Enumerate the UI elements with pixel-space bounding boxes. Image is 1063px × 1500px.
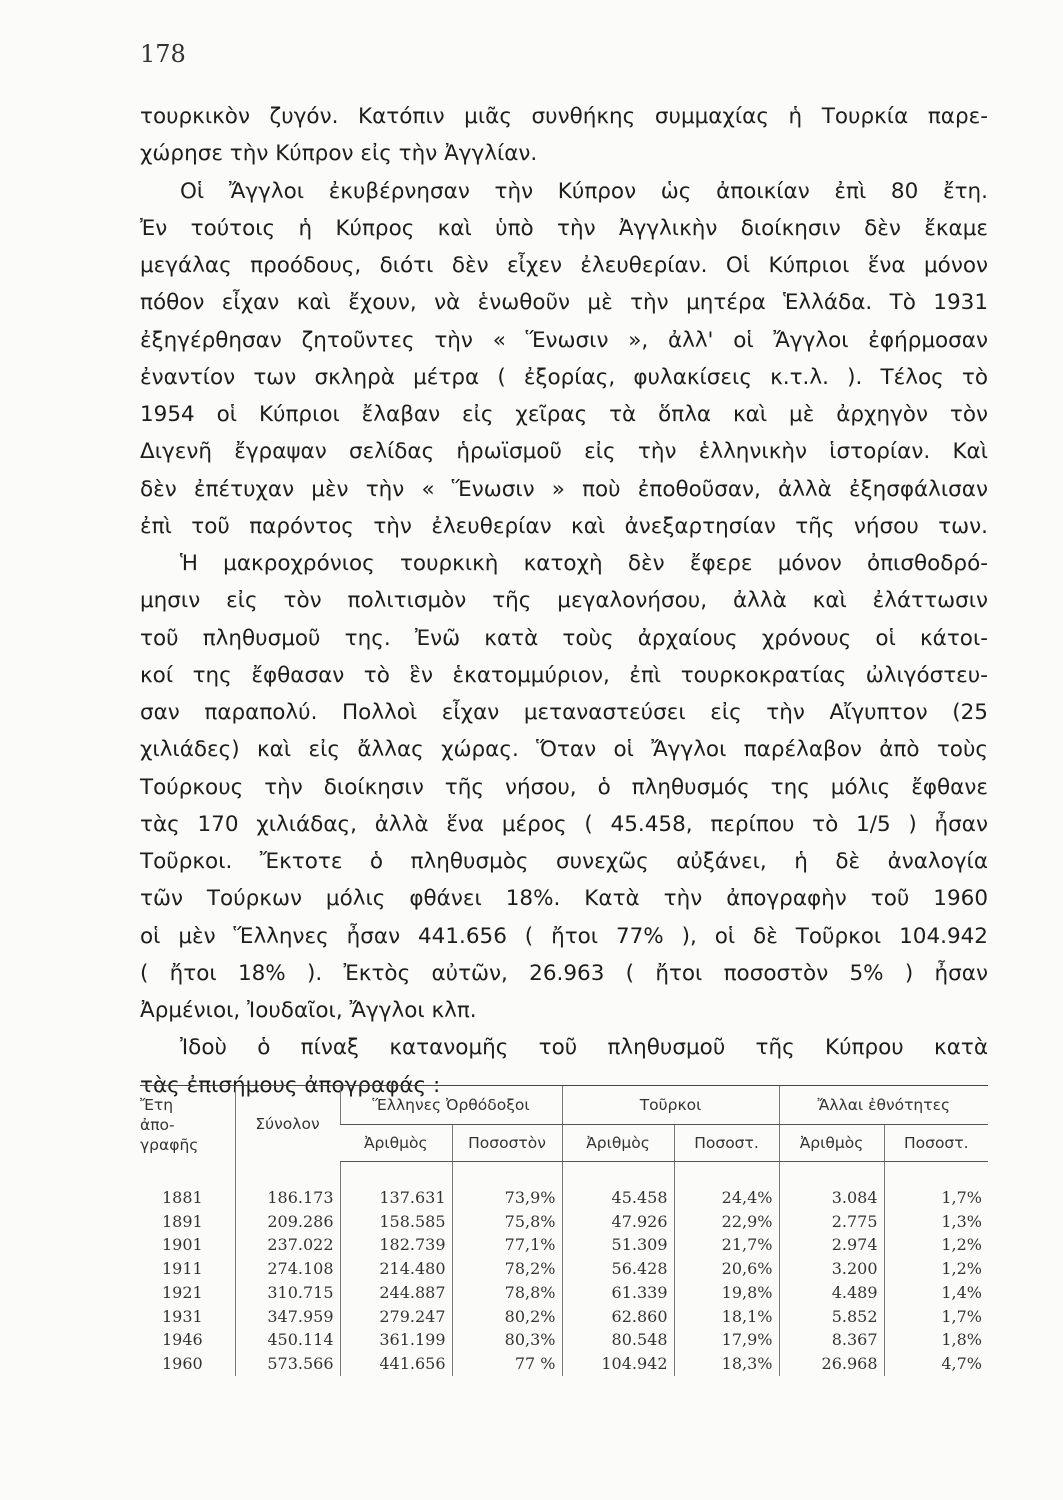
cell-others-pct: 1,3% [884, 1210, 988, 1234]
cell-others-pct: 4,7% [884, 1352, 988, 1376]
cell-turks-pct: 24,4% [674, 1186, 779, 1210]
cell-total: 450.114 [235, 1328, 340, 1352]
cell-year: 1881 [162, 1188, 203, 1207]
cell-year: 1911 [162, 1259, 203, 1279]
table-row [140, 1305, 988, 1329]
text-line: Ἐν τούτοις ἡ Κύπρος καὶ ὑπὸ τὴν Ἀγγλικὴν διοίκησιν δὲν ἔκαμε [140, 215, 988, 241]
cell-greeks-count: 158.585 [340, 1210, 452, 1234]
cell-greeks-count: 361.199 [340, 1328, 452, 1352]
cell-total: 347.959 [235, 1305, 340, 1329]
turks-group-header: Τοῦρκοι [562, 1086, 779, 1125]
cell-others-count: 5.852 [779, 1305, 884, 1329]
cell-others-pct: 1,2% [884, 1257, 988, 1281]
cell-total: 573.566 [235, 1352, 340, 1376]
cell-greeks-pct: 78,8% [452, 1281, 562, 1305]
cell-turks-count: 45.458 [562, 1186, 674, 1210]
text-line: τὰς 170 χιλιάδας, ἀλλὰ ἕνα μέρος ( 45.458, περίπου τὸ 1/5 ) ἦσαν [140, 811, 988, 837]
cell-turks-pct: 20,6% [674, 1257, 779, 1281]
text-line: ἐξηγέρθησαν ζητοῦντες τὴν « Ἕνωσιν », ἀλλ' οἱ Ἄγγλοι ἐφήρμοσαν [140, 327, 988, 353]
cell-year: 1931 [162, 1306, 203, 1326]
text-line: 1954 οἱ Κύπριοι ἔλαβαν εἰς χεῖρας τὰ ὅπλα καὶ μὲ ἀρχηγὸν τὸν [140, 402, 988, 427]
cell-greeks-count: 279.247 [340, 1305, 452, 1329]
text-line: πόθον εἶχαν καὶ ἔχουν, νὰ ἑνωθοῦν μὲ τὴν μητέρα Ἑλλάδα. Τὸ 1931 [140, 290, 988, 316]
text-line: ( ἤτοι 18% ). Ἐκτὸς αὐτῶν, 26.963 ( ἤτοι ποσοστὸν 5% ) ἦσαν [140, 960, 988, 986]
text-line: μεγάλας προόδους, διότι δὲν εἶχεν ἐλευθερίαν. Οἱ Κύπριοι ἕνα μόνον [140, 253, 988, 278]
cell-turks-count: 62.860 [562, 1305, 674, 1329]
cell-others-count: 3.200 [779, 1257, 884, 1281]
cell-others-pct: 1,4% [884, 1281, 988, 1305]
table-row [140, 1186, 988, 1210]
cell-others-pct: 1,7% [884, 1186, 988, 1210]
cell-turks-pct: 19,8% [674, 1281, 779, 1305]
cell-turks-pct: 17,9% [674, 1328, 779, 1352]
cell-greeks-pct: 80,2% [452, 1305, 562, 1329]
cell-others-pct: 1,7% [884, 1305, 988, 1329]
cell-turks-pct: 21,7% [674, 1233, 779, 1257]
cell-total: 209.286 [235, 1210, 340, 1234]
cell-turks-count: 80.548 [562, 1328, 674, 1352]
text-line: Ἰδοὺ ὁ πίναξ κατανομῆς τοῦ πληθυσμοῦ τῆς Κύπρου κατὰ [180, 1035, 988, 1061]
others-group-header: Ἄλλαι ἐθνότητες [779, 1086, 988, 1125]
cell-greeks-count: 137.631 [340, 1186, 452, 1210]
text-line: τουρκικὸν ζυγόν. Κατόπιν μιᾶς συνθήκης συμμαχίας ἡ Τουρκία παρε- [140, 104, 988, 129]
text-line: ἐπὶ τοῦ παρόντος τὴν ἐλευθερίαν καὶ ἀνεξαρτησίαν τῆς νήσου των. [140, 513, 988, 539]
cell-turks-count: 47.926 [562, 1210, 674, 1234]
sub-header: Ἀριθμὸς [562, 1125, 674, 1162]
sub-header: Ἀριθμὸς [779, 1125, 884, 1162]
cell-greeks-pct: 73,9% [452, 1186, 562, 1210]
cell-greeks-pct: 78,2% [452, 1257, 562, 1281]
text-line: Τούρκους τὴν διοίκησιν τῆς νήσου, ὁ πληθυσμός της μόλις ἔφθανε [140, 774, 988, 800]
cell-greeks-pct: 77 % [452, 1352, 562, 1376]
cell-turks-count: 61.339 [562, 1281, 674, 1305]
cell-turks-pct: 18,3% [674, 1352, 779, 1376]
text-line: χιλιάδες) καὶ εἰς ἄλλας χώρας. Ὅταν οἱ Ἄγγλοι παρέλαβον ἀπὸ τοὺς [140, 737, 988, 763]
table-row [140, 1281, 988, 1305]
text-line: χώρησε τὴν Κύπρον εἰς τὴν Ἀγγλίαν. [140, 141, 538, 167]
cell-greeks-pct: 75,8% [452, 1210, 562, 1234]
year-header-line: ἀπο- [140, 1115, 175, 1134]
table-row [140, 1328, 988, 1352]
cell-greeks-count: 244.887 [340, 1281, 452, 1305]
year-header-line: Ἔτη [140, 1095, 174, 1114]
text-line: σαν παραπολύ. Πολλοὶ εἶχαν μεταναστεύσει εἰς τὴν Αἴγυπτον (25 [140, 700, 988, 725]
table-row [140, 1233, 988, 1257]
total-column-header: Σύνολον [235, 1086, 340, 1162]
cell-others-count: 2.974 [779, 1233, 884, 1257]
cell-greeks-pct: 77,1% [452, 1233, 562, 1257]
cell-greeks-count: 214.480 [340, 1257, 452, 1281]
table-row [140, 1352, 988, 1376]
cell-others-count: 4.489 [779, 1281, 884, 1305]
table-row [140, 1210, 988, 1234]
text-line: τὰς ἐπισήμους ἀπογραφάς : [140, 1072, 441, 1098]
year-column-header [140, 1086, 235, 1162]
cell-turks-count: 56.428 [562, 1257, 674, 1281]
text-line: κοί της ἔφθασαν τὸ ἓν ἑκατομμύριον, ἐπὶ τουρκοκρατίας ὠλιγόστευ- [140, 662, 988, 688]
sub-header: Ποσοστ. [674, 1125, 779, 1162]
text-line: Ἡ μακροχρόνιος τουρκικὴ κατοχὴ δὲν ἔφερε μόνον ὀπισθοδρό- [180, 551, 988, 576]
cell-greeks-count: 182.739 [340, 1233, 452, 1257]
cell-year: 1921 [162, 1282, 203, 1302]
page-number: 178 [140, 40, 186, 68]
year-header-line: γραφῆς [140, 1135, 199, 1154]
cell-year: 1960 [162, 1353, 203, 1373]
text-line: τοῦ πληθυσμοῦ της. Ἐνῶ κατὰ τοὺς ἀρχαίους χρόνους οἱ κάτοι- [140, 625, 988, 651]
cell-turks-count: 51.309 [562, 1233, 674, 1257]
body-text [140, 98, 988, 1104]
cell-total: 186.173 [235, 1186, 340, 1210]
sub-header: Ποσοστ. [884, 1125, 988, 1162]
cell-greeks-count: 441.656 [340, 1352, 452, 1376]
cell-others-count: 8.367 [779, 1328, 884, 1352]
text-line: Διγενῆ ἔγραψαν σελίδας ἡρωϊσμοῦ εἰς τὴν ἑλληνικὴν ἱστορίαν. Καὶ [140, 439, 988, 465]
cell-turks-count: 104.942 [562, 1352, 674, 1376]
cell-year: 1891 [162, 1211, 203, 1231]
cell-others-pct: 1,2% [884, 1233, 988, 1257]
cell-total: 274.108 [235, 1257, 340, 1281]
cell-others-count: 2.775 [779, 1210, 884, 1234]
text-line: Ἀρμένιοι, Ἰουδαῖοι, Ἄγγλοι κλπ. [140, 998, 477, 1023]
text-line: Οἱ Ἄγγλοι ἐκυβέρνησαν τὴν Κύπρον ὡς ἀποικίαν ἐπὶ 80 ἔτη. [180, 178, 988, 204]
text-line: τῶν Τούρκων μόλις φθάνει 18%. Κατὰ τὴν ἀπογραφὴν τοῦ 1960 [140, 886, 988, 912]
text-line: ἐναντίον των σκληρὰ μέτρα ( ἐξορίας, φυλακίσεις κ.τ.λ. ). Τέλος τὸ [140, 364, 988, 390]
sub-header: Ποσοστὸν [452, 1125, 562, 1162]
cell-others-count: 3.084 [779, 1186, 884, 1210]
cell-year: 1946 [162, 1330, 203, 1350]
cell-turks-pct: 18,1% [674, 1305, 779, 1329]
cell-turks-pct: 22,9% [674, 1210, 779, 1234]
text-line: δὲν ἐπέτυχαν μὲν τὴν « Ἕνωσιν » ποὺ ἐποθοῦσαν, ἀλλὰ ἐξησφάλισαν [140, 476, 988, 502]
text-line: οἱ μὲν Ἕλληνες ἦσαν 441.656 ( ἤτοι 77% ), οἱ δὲ Τοῦρκοι 104.942 [140, 923, 988, 949]
population-table [140, 1085, 988, 1376]
table-row [140, 1257, 988, 1281]
text-line: μησιν εἰς τὸν πολιτισμὸν τῆς μεγαλονήσου, ἀλλὰ καὶ ἐλάττωσιν [140, 588, 988, 614]
text-line: Τοῦρκοι. Ἔκτοτε ὁ πληθυσμὸς συνεχῶς αὐξάνει, ἡ δὲ ἀναλογία [140, 849, 988, 874]
sub-header: Ἀριθμὸς [340, 1125, 452, 1162]
cell-year: 1901 [162, 1235, 203, 1255]
cell-others-count: 26.968 [779, 1352, 884, 1376]
cell-total: 310.715 [235, 1281, 340, 1305]
cell-others-pct: 1,8% [884, 1328, 988, 1352]
greeks-group-header: Ἕλληνες Ὀρθόδοξοι [340, 1086, 562, 1125]
cell-total: 237.022 [235, 1233, 340, 1257]
cell-greeks-pct: 80,3% [452, 1328, 562, 1352]
